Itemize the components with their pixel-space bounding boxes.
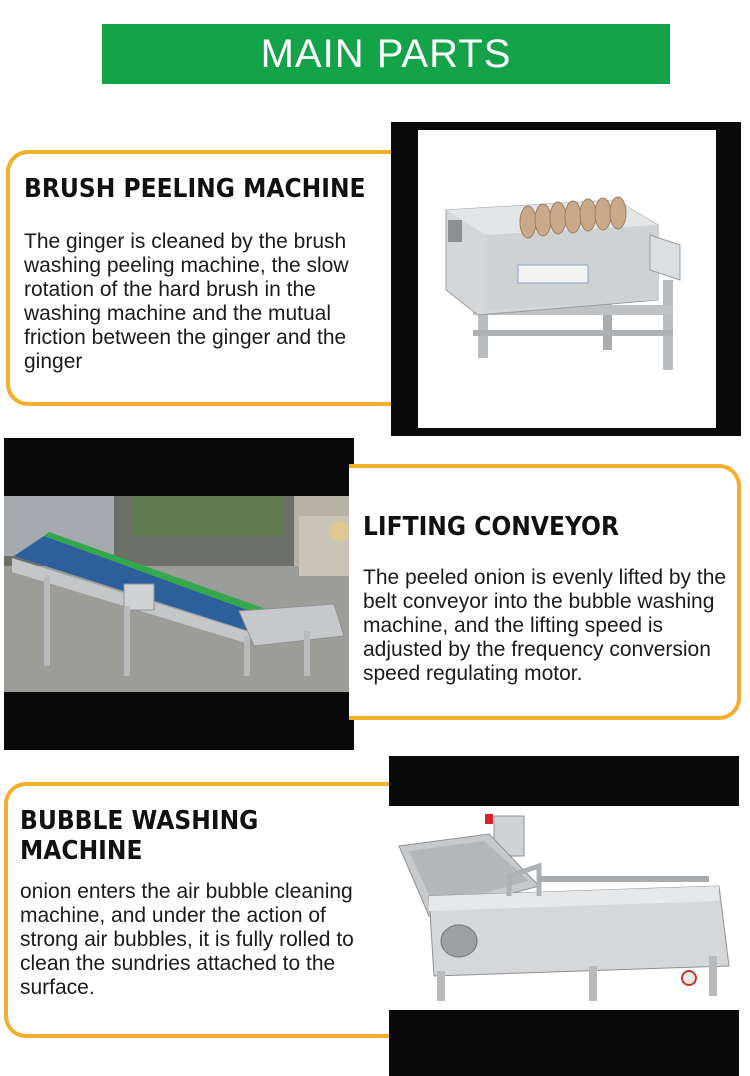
section-title: BRUSH PEELING MACHINE (24, 174, 366, 204)
section-description: The ginger is cleaned by the brush washing peeling machine, the slow rotation of the hard brush in the washing machine and the mutual friction between the ginger and the ginger (24, 230, 349, 373)
section-description: onion enters the air bubble cleaning machine, and under the action of strong air bubbles, it is fully rolled to clean the sundries attached to the surface. (20, 880, 354, 999)
page-title-banner (102, 24, 670, 84)
bubble-washing-photo-frame-bottom (389, 1010, 739, 1076)
section-bubble-washing-card (4, 782, 396, 1038)
section-lifting-conveyor-card (349, 464, 741, 720)
section-description: The peeled onion is evenly lifted by the belt conveyor into the bubble washing machine, and the lifting speed is adjusted by the frequency conversion speed regulating motor. (363, 566, 727, 685)
brush-peeling-machine-photo (418, 130, 716, 428)
bubble-washing-machine-photo (389, 806, 739, 1010)
section-title: LIFTING CONVEYOR (363, 512, 619, 542)
page-title: MAIN PARTS (260, 31, 512, 76)
section-title: BUBBLE WASHING MACHINE (20, 806, 259, 866)
section-brush-peeling-card (6, 150, 396, 406)
lifting-conveyor-photo (4, 496, 354, 692)
bubble-washing-photo-frame-top (389, 756, 739, 806)
